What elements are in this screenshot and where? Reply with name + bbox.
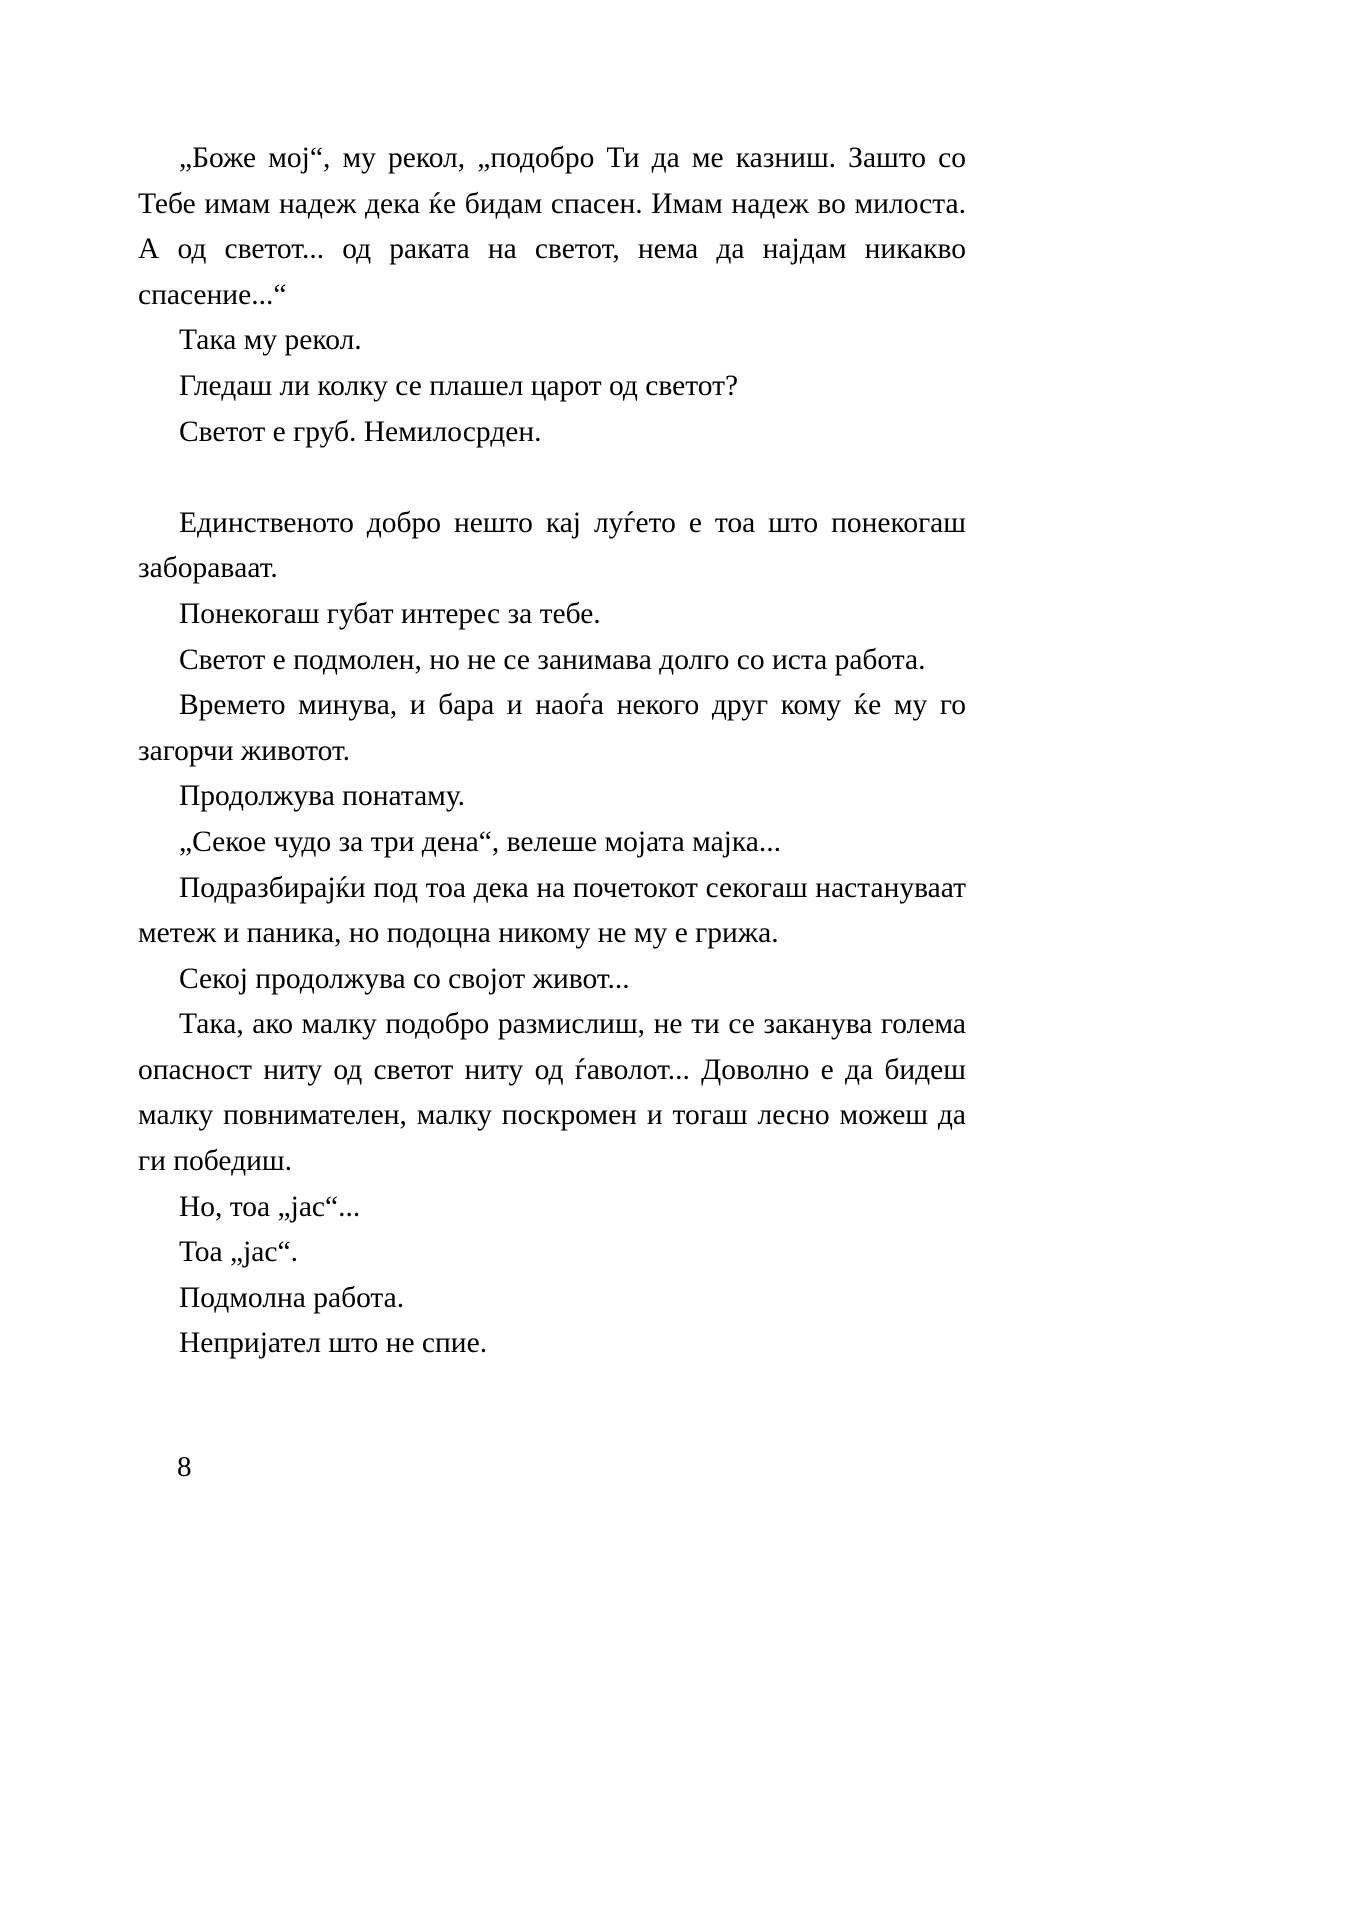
paragraph: Непријател што не спие. bbox=[179, 1327, 488, 1360]
paragraph: Подмолна работа. bbox=[179, 1281, 405, 1314]
page-number: 8 bbox=[177, 1451, 192, 1483]
blank-line bbox=[138, 455, 966, 501]
paragraph: Светот е подмолен, но не се занимава долго со иста работа. bbox=[179, 643, 926, 676]
paragraph: Продолжува понатаму. bbox=[179, 780, 466, 813]
paragraph: Тоа „јас“. bbox=[179, 1236, 298, 1269]
paragraph: „Секое чудо за три дена“, велеше мојата мајка... bbox=[179, 825, 781, 858]
paragraph: Гледаш ли колку се плашел царот од светот? bbox=[179, 369, 739, 402]
paragraph: Секој продолжува со својот живот... bbox=[179, 962, 630, 995]
paragraph: Подразбирајќи под тоа дека на почетокот секогаш настануваат метеж и паника, но подоцна никому не му е грижа. bbox=[138, 871, 966, 950]
paragraph: „Боже мој“, му рекол, „подобро Ти да ме казниш. Зашто со Тебе имам надеж дека ќе бидам спасен. Имам надеж во милоста. А од светот... од раката на светот, нема да најдам никакво спасение...“ bbox=[138, 142, 966, 311]
paragraph: Единственото добро нешто кај луѓето е тоа што понекогаш заборавaат. bbox=[138, 506, 966, 585]
paragraph: Така му рекол. bbox=[179, 324, 362, 357]
paragraph: Времето минува, и бара и наоѓа некого друг кому ќе му го загорчи животот. bbox=[138, 689, 966, 767]
paragraph: Но, тоа „јас“... bbox=[179, 1190, 361, 1223]
paragraph: Светот е груб. Немилосрден. bbox=[179, 415, 542, 448]
paragraph: Така, ако малку подобро размислиш, не ти се заканува голема опасност ниту од светот ниту од ѓаволот... Доволно е да бидеш малку повнимателен, малку поскромен и тогаш лесно можеш да ги победиш. bbox=[138, 1008, 966, 1178]
body-text bbox=[138, 136, 966, 1367]
paragraph: Понекогаш губат интерес за тебе. bbox=[179, 597, 601, 630]
